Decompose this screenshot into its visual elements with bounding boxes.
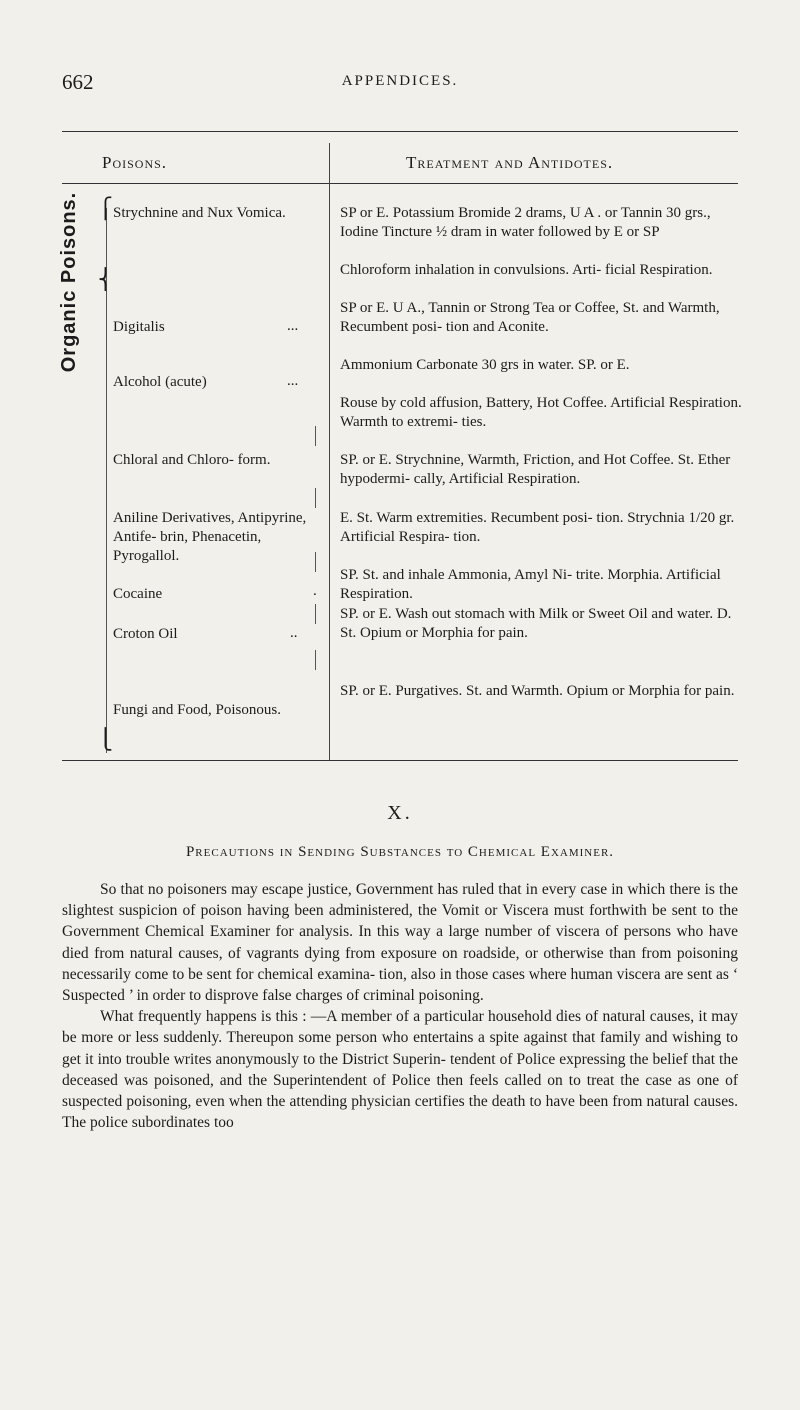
poison-alcohol: Alcohol (acute) — [113, 374, 207, 390]
row-tick — [315, 604, 316, 624]
poison-cocaine: Cocaine — [113, 586, 163, 602]
section-body — [62, 879, 738, 1133]
poison-digitalis: Digitalis — [113, 319, 165, 335]
poison-croton-oil: Croton Oil — [113, 626, 178, 642]
row-tick — [315, 426, 316, 446]
treatment-chloral: SP. or E. Strychnine, Warmth, Friction, and Hot Coffee. St. Ether hypodermi- cally, Artificial Respiration. — [340, 452, 731, 487]
page-number: 662 — [62, 70, 94, 94]
leader-dots: ... — [287, 373, 299, 389]
table-header-rule — [62, 183, 738, 184]
paragraph: What frequently happens is this : —A member of a particular household dies of natural causes, it may be more or less suddenly. Thereupon some person who entertains a spite against that family and wishing to get it into trouble writes anonymously to the District Superin- tendent of Police expressing the belief that the deceased was poisoned, and the Superintendent of Police then feels called on to treat the case as one of suspected poisoning, even when the attending physician certifies the death to have been from natural causes. The police subordinates too — [62, 1008, 738, 1132]
poison-strychnine: Strychnine and Nux Vomica. — [113, 205, 286, 221]
section-title: Precautions in Sending Substances to Chemical Examiner. — [185, 844, 615, 860]
row-tick — [315, 552, 316, 572]
row-tick — [315, 650, 316, 670]
section-number: X. — [387, 802, 413, 824]
row-tick — [315, 488, 316, 508]
treatment-strychnine: SP or E. Potassium Bromide 2 drams, U A . or Tannin 30 grs., Iodine Tincture ½ dram in water followed by E or SP — [340, 205, 711, 240]
brace-middle: ⎨ — [98, 269, 113, 291]
brace-top: ⎧ — [98, 198, 113, 220]
treatment-croton-oil: SP. or E. Wash out stomach with Milk or Sweet Oil and water. D. St. Opium or Morphia for pain. — [340, 606, 732, 641]
leader-dot: . — [313, 583, 317, 599]
treatment-aniline: E. St. Warm extremities. Recumbent posi- tion. Strychnia 1/20 gr. Artificial Respira- tion. — [340, 510, 735, 545]
treatment-strychnine-cont: Chloroform inhalation in convulsions. Arti- ficial Respiration. — [340, 262, 713, 278]
column-divider — [329, 143, 330, 760]
poison-chloral: Chloral and Chloro- form. — [113, 452, 271, 468]
poisons-column-header: Poisons. — [102, 153, 168, 172]
table-bottom-rule — [62, 760, 738, 761]
brace-bottom: ⎩ — [98, 729, 113, 751]
treatment-alcohol-cont: Rouse by cold affusion, Battery, Hot Coffee. Artificial Respiration. Warmth to extremi- ties. — [340, 395, 742, 430]
treatment-fungi: SP. or E. Purgatives. St. and Warmth. Opium or Morphia for pain. — [340, 683, 735, 699]
leader-dots: .. — [290, 625, 298, 641]
treatment-column-header: Treatment and Antidotes. — [406, 153, 614, 172]
treatment-cocaine: SP. St. and inhale Ammonia, Amyl Ni- trite. Morphia. Artificial Respiration. — [340, 567, 721, 602]
paragraph: So that no poisoners may escape justice, Government has ruled that in every case in which there is the slightest suspicion of poison having been administered, the Vomit or Viscera must forthwith be sent to the Government Chemical Examiner for analysis. In this way a large number of viscera of persons who have died from natural causes, of vagrants dying from exposure on roadside, or otherwise than from poisoning necessarily come to be sent for chemical examina- tion, also in those cases where human viscera are sent as ‘ Suspected ’ in order to disprove false charges of criminal poisoning. — [62, 881, 738, 1005]
table-top-rule — [62, 131, 738, 132]
treatment-alcohol: Ammonium Carbonate 30 grs in water. SP. or E. — [340, 357, 630, 373]
running-head: APPENDICES. — [341, 73, 459, 89]
treatment-digitalis: SP or E. U A., Tannin or Strong Tea or Coffee, St. and Warmth, Recumbent posi- tion and Aconite. — [340, 300, 720, 335]
group-label: Organic Poisons. — [58, 191, 80, 373]
poison-fungi: Fungi and Food, Poisonous. — [113, 702, 281, 718]
poison-aniline: Aniline Derivatives, Antipyrine, Antife- brin, Phenacetin, Pyrogallol. — [113, 510, 307, 564]
leader-dots: ... — [287, 318, 299, 334]
